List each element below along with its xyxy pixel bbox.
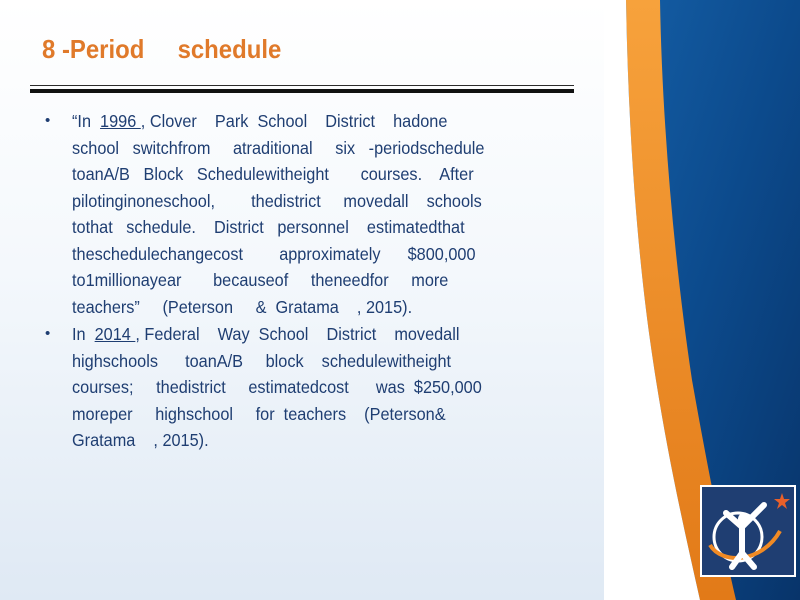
bullet-list <box>42 108 552 455</box>
text-run: teachers” (Peterson & Gratama , 2015). <box>72 296 413 317</box>
bullet-line <box>72 267 518 294</box>
text-run: Gratama , 2015). <box>72 430 209 450</box>
bullet-item <box>42 321 552 454</box>
bullet-line <box>72 188 518 215</box>
bullet-line <box>72 401 518 428</box>
text-run: , Clover Park School District hadone <box>140 111 448 131</box>
text-run: “In <box>72 111 101 131</box>
text-run: courses; thedistrict estimatedcost was $250,000 <box>72 377 482 397</box>
bullet-dot: • <box>45 112 51 129</box>
text-run: highschools toanA/B block schedulewitheight <box>72 350 452 371</box>
title-divider <box>30 85 574 95</box>
bullet-line <box>72 294 518 321</box>
underlined-year: 2014 <box>94 324 136 344</box>
text-run: toanA/B Block Schedulewitheight courses. After <box>72 164 474 184</box>
text-run: pilotinginoneschool, thedistrict movedall schools <box>72 190 482 211</box>
bullet-line <box>72 427 518 454</box>
bullet-line <box>72 374 518 401</box>
text-run: tothat schedule. District personnel estimatedthat <box>72 217 465 237</box>
bullet-line <box>72 161 518 188</box>
divider-thick-line <box>30 89 574 93</box>
text-run: to1millionayear becauseof theneedfor more <box>72 270 449 290</box>
bullet-line <box>72 214 518 241</box>
bullet-dot: • <box>45 325 51 342</box>
school-logo <box>700 485 796 577</box>
text-run: theschedulechangecost approximately $800,000 <box>72 243 476 264</box>
bullet-line <box>72 108 518 135</box>
slide-title: 8 -Period schedule <box>42 34 282 64</box>
bullet-line <box>72 321 518 348</box>
text-run: In <box>72 324 95 344</box>
bullet-item <box>42 108 552 320</box>
bullet-line <box>72 135 518 162</box>
divider-thin-line <box>30 85 574 86</box>
text-run: school switchfrom atraditional six -periodschedule <box>72 137 485 158</box>
bullet-line <box>72 241 518 268</box>
text-run: moreper highschool for teachers (Peterson& <box>72 403 446 424</box>
logo-graphic <box>702 487 794 575</box>
underlined-year: 1996 <box>100 111 141 131</box>
bullet-line <box>72 348 518 375</box>
text-run: , Federal Way School District movedall <box>135 324 460 344</box>
